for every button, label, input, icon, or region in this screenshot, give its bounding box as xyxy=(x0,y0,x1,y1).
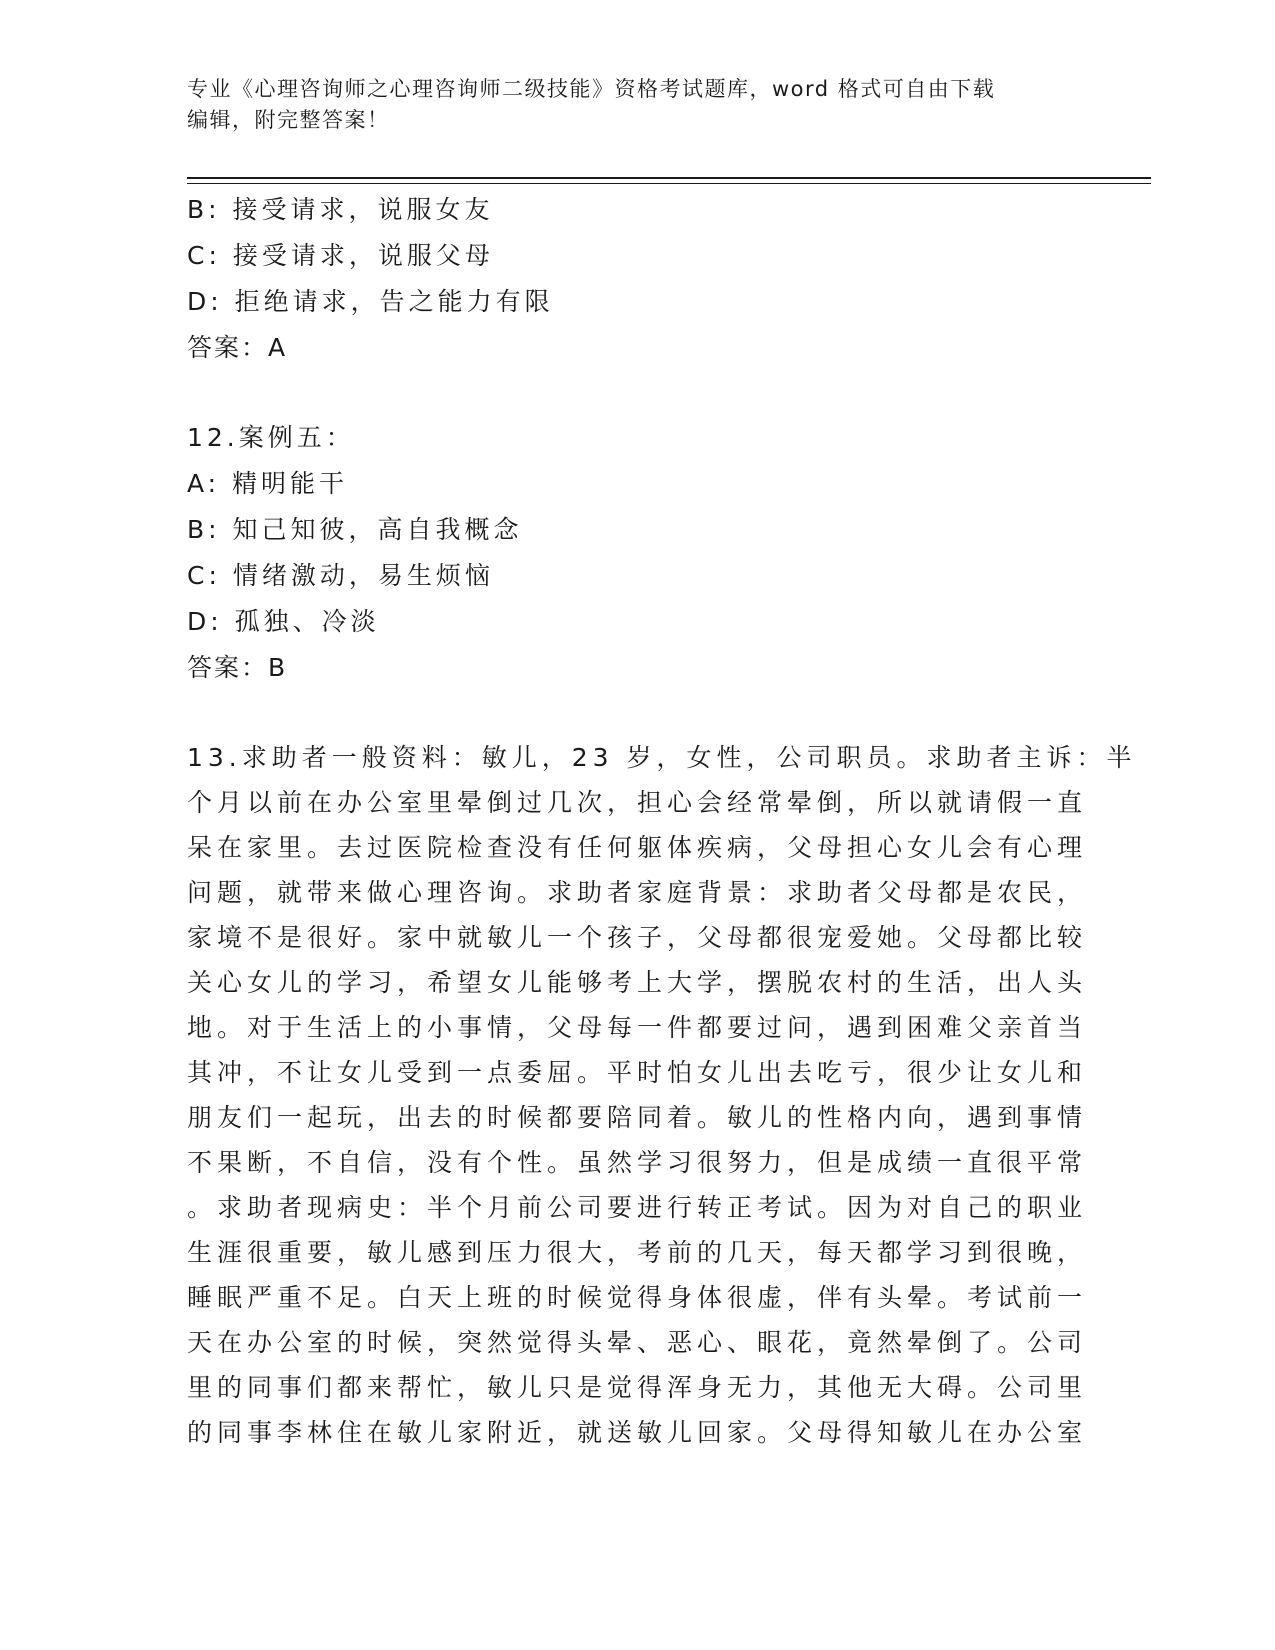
header-divider-thin xyxy=(187,183,1151,184)
q13-line: 其冲，不让女儿受到一点委屈。平时怕女儿出去吃亏，很少让女儿和 xyxy=(187,1058,1088,1087)
q13-line: 个月以前在办公室里晕倒过几次，担心会经常晕倒，所以就请假一直 xyxy=(187,788,1088,817)
q13-line: 地。对于生活上的小事情，父母每一件都要过问，遇到困难父亲首当 xyxy=(187,1013,1088,1042)
q13-line: 里的同事们都来帮忙，敏儿只是觉得浑身无力，其他无大碍。公司里 xyxy=(187,1373,1088,1402)
q11-answer: 答案：A xyxy=(187,333,288,362)
q13-line: 生涯很重要，敏儿感到压力很大，考前的几天，每天都学习到很晚， xyxy=(187,1238,1088,1267)
q13-line: 的同事李林住在敏儿家附近，就送敏儿回家。父母得知敏儿在办公室 xyxy=(187,1418,1088,1447)
document-header xyxy=(187,74,1087,136)
q13-line: 。求助者现病史：半个月前公司要进行转正考试。因为对自己的职业 xyxy=(187,1193,1088,1222)
q13-line: 关心女儿的学习，希望女儿能够考上大学，摆脱农村的生活，出人头 xyxy=(187,968,1088,997)
q13-line: 13.求助者一般资料：敏儿，23 岁，女性，公司职员。求助者主诉：半 xyxy=(187,743,1137,772)
header-divider-thick xyxy=(187,177,1151,179)
q12-option-a: A: 精明能干 xyxy=(187,469,349,498)
header-line-1: 专业《心理咨询师之心理咨询师二级技能》资格考试题库，word 格式可自由下载 xyxy=(187,77,996,101)
q13-line: 睡眠严重不足。白天上班的时候觉得身体很虚，伴有头晕。考试前一 xyxy=(187,1283,1088,1312)
q12-option-b: B: 知己知彼，高自我概念 xyxy=(187,515,523,544)
q13-line: 不果断，不自信，没有个性。虽然学习很努力，但是成绩一直很平常 xyxy=(187,1148,1088,1177)
q13-line: 朋友们一起玩，出去的时候都要陪同着。敏儿的性格内向，遇到事情 xyxy=(187,1103,1088,1132)
header-line-2: 编辑，附完整答案！ xyxy=(187,108,390,132)
q12-title: 12.案例五： xyxy=(187,423,355,452)
q12-answer: 答案：B xyxy=(187,653,288,682)
q11-option-c: C: 接受请求，说服父母 xyxy=(187,241,494,270)
q13-line: 天在办公室的时候，突然觉得头晕、恶心、眼花，竟然晕倒了。公司 xyxy=(187,1328,1088,1357)
q13-line: 问题，就带来做心理咨询。求助者家庭背景：求助者父母都是农民， xyxy=(187,878,1088,907)
document-body xyxy=(187,187,1137,1455)
q13-paragraph xyxy=(187,735,1137,1455)
q13-line: 家境不是很好。家中就敏儿一个孩子，父母都很宠爱她。父母都比较 xyxy=(187,923,1088,952)
spacer xyxy=(187,371,1087,415)
q11-option-d: D: 拒绝请求，告之能力有限 xyxy=(187,287,554,316)
q12-option-d: D: 孤独、冷淡 xyxy=(187,607,380,636)
q12-option-c: C: 情绪激动，易生烦恼 xyxy=(187,561,494,590)
spacer xyxy=(187,691,1087,735)
q11-option-b: B: 接受请求，说服女友 xyxy=(187,195,494,224)
q13-line: 呆在家里。去过医院检查没有任何躯体疾病，父母担心女儿会有心理 xyxy=(187,833,1088,862)
